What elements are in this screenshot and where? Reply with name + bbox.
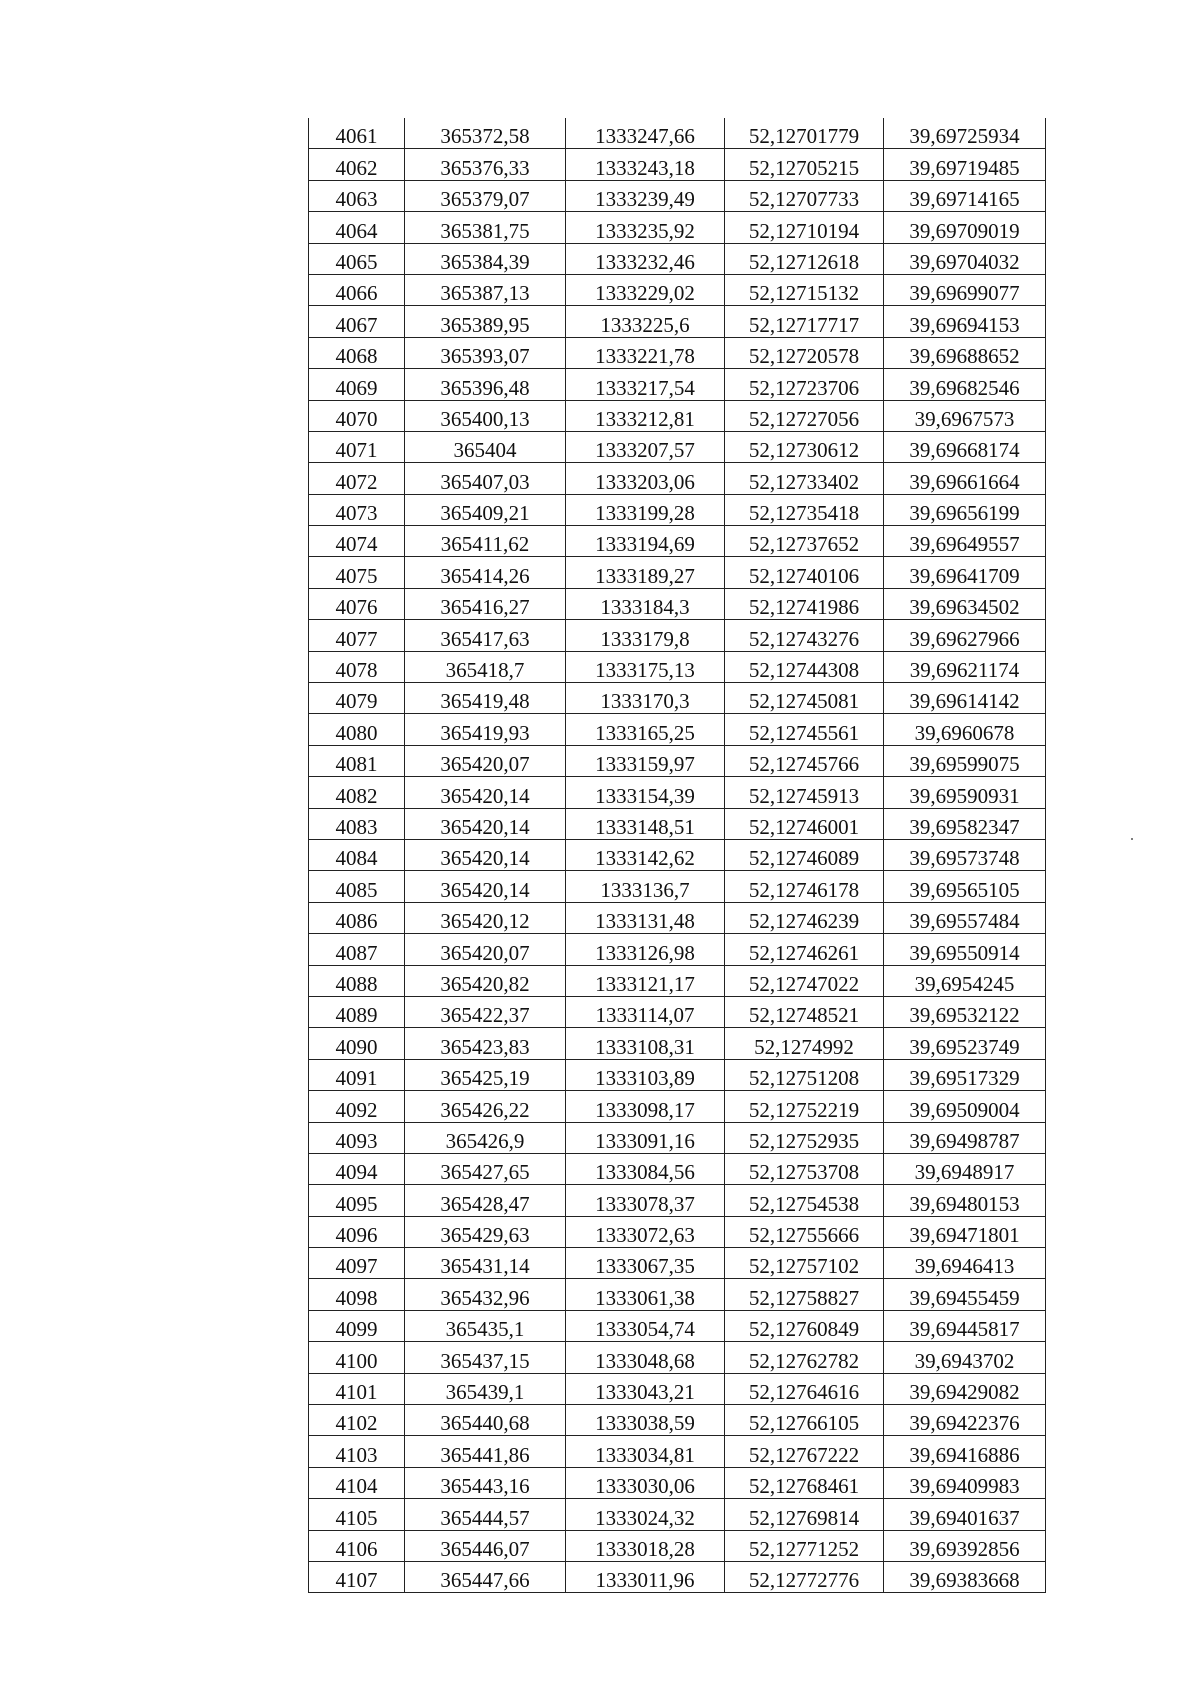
latitude-cell: 52,12752935 <box>725 1122 884 1153</box>
y-coordinate-cell: 1333098,17 <box>566 1091 725 1122</box>
latitude-cell: 52,12710194 <box>725 212 884 243</box>
x-coordinate-cell: 365426,9 <box>405 1122 566 1153</box>
latitude-cell: 52,12747022 <box>725 965 884 996</box>
point-number-cell: 4076 <box>309 588 405 619</box>
y-coordinate-cell: 1333043,21 <box>566 1373 725 1404</box>
point-number-cell: 4097 <box>309 1248 405 1279</box>
longitude-cell: 39,6967573 <box>884 400 1046 431</box>
latitude-cell: 52,12737652 <box>725 526 884 557</box>
y-coordinate-cell: 1333121,17 <box>566 965 725 996</box>
y-coordinate-cell: 1333078,37 <box>566 1185 725 1216</box>
table-row <box>309 1185 1046 1216</box>
latitude-cell: 52,12745081 <box>725 683 884 714</box>
y-coordinate-cell: 1333179,8 <box>566 620 725 651</box>
y-coordinate-cell: 1333235,92 <box>566 212 725 243</box>
table-row <box>309 1467 1046 1498</box>
point-number-cell: 4088 <box>309 965 405 996</box>
table-row <box>309 243 1046 274</box>
latitude-cell: 52,12720578 <box>725 337 884 368</box>
table-row <box>309 620 1046 651</box>
x-coordinate-cell: 365389,95 <box>405 306 566 337</box>
y-coordinate-cell: 1333072,63 <box>566 1216 725 1247</box>
table-row <box>309 934 1046 965</box>
x-coordinate-cell: 365428,47 <box>405 1185 566 1216</box>
x-coordinate-cell: 365376,33 <box>405 149 566 180</box>
x-coordinate-cell: 365446,07 <box>405 1530 566 1561</box>
latitude-cell: 52,12762782 <box>725 1342 884 1373</box>
table-row <box>309 431 1046 462</box>
table-row <box>309 337 1046 368</box>
point-number-cell: 4099 <box>309 1310 405 1341</box>
longitude-cell: 39,69709019 <box>884 212 1046 243</box>
latitude-cell: 52,12743276 <box>725 620 884 651</box>
latitude-cell: 52,12745913 <box>725 777 884 808</box>
latitude-cell: 52,12715132 <box>725 274 884 305</box>
longitude-cell: 39,69719485 <box>884 149 1046 180</box>
latitude-cell: 52,12746178 <box>725 871 884 902</box>
x-coordinate-cell: 365432,96 <box>405 1279 566 1310</box>
table-row <box>309 369 1046 400</box>
table-row <box>309 494 1046 525</box>
table-row <box>309 588 1046 619</box>
x-coordinate-cell: 365440,68 <box>405 1405 566 1436</box>
point-number-cell: 4106 <box>309 1530 405 1561</box>
longitude-cell: 39,69627966 <box>884 620 1046 651</box>
point-number-cell: 4062 <box>309 149 405 180</box>
longitude-cell: 39,69694153 <box>884 306 1046 337</box>
longitude-cell: 39,6954245 <box>884 965 1046 996</box>
longitude-cell: 39,69714165 <box>884 180 1046 211</box>
x-coordinate-cell: 365418,7 <box>405 651 566 682</box>
point-number-cell: 4078 <box>309 651 405 682</box>
x-coordinate-cell: 365420,14 <box>405 777 566 808</box>
y-coordinate-cell: 1333207,57 <box>566 431 725 462</box>
longitude-cell: 39,69614142 <box>884 683 1046 714</box>
longitude-cell: 39,69429082 <box>884 1373 1046 1404</box>
x-coordinate-cell: 365372,58 <box>405 118 566 149</box>
table-row <box>309 1059 1046 1090</box>
table-row <box>309 1248 1046 1279</box>
latitude-cell: 52,12760849 <box>725 1310 884 1341</box>
longitude-cell: 39,69649557 <box>884 526 1046 557</box>
longitude-cell: 39,69471801 <box>884 1216 1046 1247</box>
table-row <box>309 1310 1046 1341</box>
longitude-cell: 39,69532122 <box>884 996 1046 1027</box>
x-coordinate-cell: 365437,15 <box>405 1342 566 1373</box>
table-row <box>309 902 1046 933</box>
longitude-cell: 39,69517329 <box>884 1059 1046 1090</box>
y-coordinate-cell: 1333175,13 <box>566 651 725 682</box>
latitude-cell: 52,12746089 <box>725 839 884 870</box>
x-coordinate-cell: 365396,48 <box>405 369 566 400</box>
x-coordinate-cell: 365426,22 <box>405 1091 566 1122</box>
table-row <box>309 1028 1046 1059</box>
y-coordinate-cell: 1333159,97 <box>566 745 725 776</box>
latitude-cell: 52,12769814 <box>725 1499 884 1530</box>
point-number-cell: 4071 <box>309 431 405 462</box>
x-coordinate-cell: 365420,07 <box>405 934 566 965</box>
table-row <box>309 1342 1046 1373</box>
table-row <box>309 1091 1046 1122</box>
y-coordinate-cell: 1333038,59 <box>566 1405 725 1436</box>
latitude-cell: 52,12755666 <box>725 1216 884 1247</box>
point-number-cell: 4064 <box>309 212 405 243</box>
table-row <box>309 526 1046 557</box>
y-coordinate-cell: 1333024,32 <box>566 1499 725 1530</box>
table-row <box>309 1530 1046 1561</box>
x-coordinate-cell: 365422,37 <box>405 996 566 1027</box>
longitude-cell: 39,69704032 <box>884 243 1046 274</box>
y-coordinate-cell: 1333126,98 <box>566 934 725 965</box>
x-coordinate-cell: 365423,83 <box>405 1028 566 1059</box>
x-coordinate-cell: 365429,63 <box>405 1216 566 1247</box>
y-coordinate-cell: 1333247,66 <box>566 118 725 149</box>
x-coordinate-cell: 365441,86 <box>405 1436 566 1467</box>
latitude-cell: 52,12746239 <box>725 902 884 933</box>
longitude-cell: 39,69557484 <box>884 902 1046 933</box>
y-coordinate-cell: 1333136,7 <box>566 871 725 902</box>
longitude-cell: 39,69682546 <box>884 369 1046 400</box>
latitude-cell: 52,12744308 <box>725 651 884 682</box>
point-number-cell: 4077 <box>309 620 405 651</box>
y-coordinate-cell: 1333217,54 <box>566 369 725 400</box>
x-coordinate-cell: 365411,62 <box>405 526 566 557</box>
longitude-cell: 39,69392856 <box>884 1530 1046 1561</box>
longitude-cell: 39,69621174 <box>884 651 1046 682</box>
table-row <box>309 274 1046 305</box>
y-coordinate-cell: 1333011,96 <box>566 1561 725 1592</box>
point-number-cell: 4104 <box>309 1467 405 1498</box>
x-coordinate-cell: 365443,16 <box>405 1467 566 1498</box>
longitude-cell: 39,69523749 <box>884 1028 1046 1059</box>
latitude-cell: 52,12757102 <box>725 1248 884 1279</box>
latitude-cell: 52,12727056 <box>725 400 884 431</box>
latitude-cell: 52,12751208 <box>725 1059 884 1090</box>
latitude-cell: 52,12768461 <box>725 1467 884 1498</box>
y-coordinate-cell: 1333229,02 <box>566 274 725 305</box>
y-coordinate-cell: 1333184,3 <box>566 588 725 619</box>
latitude-cell: 52,12758827 <box>725 1279 884 1310</box>
point-number-cell: 4093 <box>309 1122 405 1153</box>
table-row <box>309 1405 1046 1436</box>
point-number-cell: 4074 <box>309 526 405 557</box>
point-number-cell: 4089 <box>309 996 405 1027</box>
table-row <box>309 839 1046 870</box>
table-row <box>309 1561 1046 1592</box>
table-row <box>309 808 1046 839</box>
y-coordinate-cell: 1333148,51 <box>566 808 725 839</box>
x-coordinate-cell: 365420,07 <box>405 745 566 776</box>
y-coordinate-cell: 1333018,28 <box>566 1530 725 1561</box>
table-row <box>309 118 1046 149</box>
table-row <box>309 1279 1046 1310</box>
x-coordinate-cell: 365425,19 <box>405 1059 566 1090</box>
table-row <box>309 557 1046 588</box>
longitude-cell: 39,69668174 <box>884 431 1046 462</box>
longitude-cell: 39,69725934 <box>884 118 1046 149</box>
point-number-cell: 4073 <box>309 494 405 525</box>
x-coordinate-cell: 365420,12 <box>405 902 566 933</box>
table-row <box>309 1216 1046 1247</box>
y-coordinate-cell: 1333239,49 <box>566 180 725 211</box>
point-number-cell: 4091 <box>309 1059 405 1090</box>
longitude-cell: 39,69641709 <box>884 557 1046 588</box>
y-coordinate-cell: 1333103,89 <box>566 1059 725 1090</box>
table-row <box>309 463 1046 494</box>
table-row <box>309 1122 1046 1153</box>
x-coordinate-cell: 365393,07 <box>405 337 566 368</box>
y-coordinate-cell: 1333203,06 <box>566 463 725 494</box>
coordinates-table-body <box>309 118 1046 1593</box>
table-row <box>309 1373 1046 1404</box>
longitude-cell: 39,69656199 <box>884 494 1046 525</box>
coordinates-table <box>308 118 1046 1593</box>
point-number-cell: 4069 <box>309 369 405 400</box>
table-row <box>309 996 1046 1027</box>
x-coordinate-cell: 365420,82 <box>405 965 566 996</box>
point-number-cell: 4061 <box>309 118 405 149</box>
latitude-cell: 52,12741986 <box>725 588 884 619</box>
y-coordinate-cell: 1333067,35 <box>566 1248 725 1279</box>
longitude-cell: 39,69688652 <box>884 337 1046 368</box>
point-number-cell: 4063 <box>309 180 405 211</box>
point-number-cell: 4087 <box>309 934 405 965</box>
longitude-cell: 39,6946413 <box>884 1248 1046 1279</box>
x-coordinate-cell: 365414,26 <box>405 557 566 588</box>
latitude-cell: 52,12753708 <box>725 1153 884 1184</box>
x-coordinate-cell: 365439,1 <box>405 1373 566 1404</box>
latitude-cell: 52,12740106 <box>725 557 884 588</box>
y-coordinate-cell: 1333108,31 <box>566 1028 725 1059</box>
table-row <box>309 683 1046 714</box>
y-coordinate-cell: 1333114,07 <box>566 996 725 1027</box>
table-row <box>309 306 1046 337</box>
latitude-cell: 52,12754538 <box>725 1185 884 1216</box>
x-coordinate-cell: 365420,14 <box>405 839 566 870</box>
longitude-cell: 39,6960678 <box>884 714 1046 745</box>
table-row <box>309 1153 1046 1184</box>
longitude-cell: 39,69455459 <box>884 1279 1046 1310</box>
longitude-cell: 39,69582347 <box>884 808 1046 839</box>
point-number-cell: 4103 <box>309 1436 405 1467</box>
latitude-cell: 52,12745766 <box>725 745 884 776</box>
x-coordinate-cell: 365416,27 <box>405 588 566 619</box>
point-number-cell: 4096 <box>309 1216 405 1247</box>
point-number-cell: 4086 <box>309 902 405 933</box>
point-number-cell: 4100 <box>309 1342 405 1373</box>
point-number-cell: 4094 <box>309 1153 405 1184</box>
longitude-cell: 39,69409983 <box>884 1467 1046 1498</box>
longitude-cell: 39,69699077 <box>884 274 1046 305</box>
longitude-cell: 39,69550914 <box>884 934 1046 965</box>
point-number-cell: 4107 <box>309 1561 405 1592</box>
y-coordinate-cell: 1333154,39 <box>566 777 725 808</box>
latitude-cell: 52,12772776 <box>725 1561 884 1592</box>
latitude-cell: 52,12752219 <box>725 1091 884 1122</box>
latitude-cell: 52,12764616 <box>725 1373 884 1404</box>
latitude-cell: 52,12733402 <box>725 463 884 494</box>
latitude-cell: 52,12735418 <box>725 494 884 525</box>
latitude-cell: 52,12745561 <box>725 714 884 745</box>
point-number-cell: 4068 <box>309 337 405 368</box>
latitude-cell: 52,12746001 <box>725 808 884 839</box>
y-coordinate-cell: 1333189,27 <box>566 557 725 588</box>
table-row <box>309 1499 1046 1530</box>
y-coordinate-cell: 1333084,56 <box>566 1153 725 1184</box>
longitude-cell: 39,69634502 <box>884 588 1046 619</box>
table-row <box>309 400 1046 431</box>
y-coordinate-cell: 1333030,06 <box>566 1467 725 1498</box>
point-number-cell: 4084 <box>309 839 405 870</box>
x-coordinate-cell: 365387,13 <box>405 274 566 305</box>
y-coordinate-cell: 1333034,81 <box>566 1436 725 1467</box>
longitude-cell: 39,69416886 <box>884 1436 1046 1467</box>
latitude-cell: 52,12707733 <box>725 180 884 211</box>
y-coordinate-cell: 1333091,16 <box>566 1122 725 1153</box>
y-coordinate-cell: 1333048,68 <box>566 1342 725 1373</box>
y-coordinate-cell: 1333142,62 <box>566 839 725 870</box>
y-coordinate-cell: 1333170,3 <box>566 683 725 714</box>
longitude-cell: 39,69401637 <box>884 1499 1046 1530</box>
x-coordinate-cell: 365431,14 <box>405 1248 566 1279</box>
table-row <box>309 777 1046 808</box>
point-number-cell: 4080 <box>309 714 405 745</box>
latitude-cell: 52,1274992 <box>725 1028 884 1059</box>
y-coordinate-cell: 1333131,48 <box>566 902 725 933</box>
point-number-cell: 4092 <box>309 1091 405 1122</box>
point-number-cell: 4070 <box>309 400 405 431</box>
table-row <box>309 149 1046 180</box>
table-row <box>309 1436 1046 1467</box>
longitude-cell: 39,69445817 <box>884 1310 1046 1341</box>
x-coordinate-cell: 365409,21 <box>405 494 566 525</box>
point-number-cell: 4075 <box>309 557 405 588</box>
latitude-cell: 52,12730612 <box>725 431 884 462</box>
y-coordinate-cell: 1333199,28 <box>566 494 725 525</box>
x-coordinate-cell: 365419,48 <box>405 683 566 714</box>
longitude-cell: 39,69422376 <box>884 1405 1046 1436</box>
point-number-cell: 4066 <box>309 274 405 305</box>
point-number-cell: 4085 <box>309 871 405 902</box>
point-number-cell: 4102 <box>309 1405 405 1436</box>
table-row <box>309 714 1046 745</box>
x-coordinate-cell: 365435,1 <box>405 1310 566 1341</box>
longitude-cell: 39,69565105 <box>884 871 1046 902</box>
latitude-cell: 52,12723706 <box>725 369 884 400</box>
point-number-cell: 4065 <box>309 243 405 274</box>
latitude-cell: 52,12771252 <box>725 1530 884 1561</box>
point-number-cell: 4095 <box>309 1185 405 1216</box>
longitude-cell: 39,69590931 <box>884 777 1046 808</box>
y-coordinate-cell: 1333221,78 <box>566 337 725 368</box>
longitude-cell: 39,6948917 <box>884 1153 1046 1184</box>
point-number-cell: 4072 <box>309 463 405 494</box>
longitude-cell: 39,69509004 <box>884 1091 1046 1122</box>
x-coordinate-cell: 365379,07 <box>405 180 566 211</box>
x-coordinate-cell: 365404 <box>405 431 566 462</box>
point-number-cell: 4105 <box>309 1499 405 1530</box>
point-number-cell: 4098 <box>309 1279 405 1310</box>
x-coordinate-cell: 365381,75 <box>405 212 566 243</box>
longitude-cell: 39,69661664 <box>884 463 1046 494</box>
latitude-cell: 52,12712618 <box>725 243 884 274</box>
point-number-cell: 4083 <box>309 808 405 839</box>
table-row <box>309 180 1046 211</box>
x-coordinate-cell: 365407,03 <box>405 463 566 494</box>
y-coordinate-cell: 1333061,38 <box>566 1279 725 1310</box>
point-number-cell: 4082 <box>309 777 405 808</box>
longitude-cell: 39,69383668 <box>884 1561 1046 1592</box>
x-coordinate-cell: 365419,93 <box>405 714 566 745</box>
x-coordinate-cell: 365420,14 <box>405 808 566 839</box>
longitude-cell: 39,6943702 <box>884 1342 1046 1373</box>
x-coordinate-cell: 365447,66 <box>405 1561 566 1592</box>
latitude-cell: 52,12748521 <box>725 996 884 1027</box>
y-coordinate-cell: 1333054,74 <box>566 1310 725 1341</box>
x-coordinate-cell: 365384,39 <box>405 243 566 274</box>
y-coordinate-cell: 1333194,69 <box>566 526 725 557</box>
table-row <box>309 212 1046 243</box>
latitude-cell: 52,12766105 <box>725 1405 884 1436</box>
table-row <box>309 871 1046 902</box>
x-coordinate-cell: 365427,65 <box>405 1153 566 1184</box>
longitude-cell: 39,69573748 <box>884 839 1046 870</box>
point-number-cell: 4081 <box>309 745 405 776</box>
x-coordinate-cell: 365444,57 <box>405 1499 566 1530</box>
x-coordinate-cell: 365420,14 <box>405 871 566 902</box>
longitude-cell: 39,69599075 <box>884 745 1046 776</box>
y-coordinate-cell: 1333225,6 <box>566 306 725 337</box>
latitude-cell: 52,12746261 <box>725 934 884 965</box>
latitude-cell: 52,12705215 <box>725 149 884 180</box>
x-coordinate-cell: 365417,63 <box>405 620 566 651</box>
latitude-cell: 52,12717717 <box>725 306 884 337</box>
point-number-cell: 4079 <box>309 683 405 714</box>
table-row <box>309 651 1046 682</box>
y-coordinate-cell: 1333165,25 <box>566 714 725 745</box>
scan-speck <box>1131 838 1133 840</box>
point-number-cell: 4101 <box>309 1373 405 1404</box>
longitude-cell: 39,69498787 <box>884 1122 1046 1153</box>
point-number-cell: 4090 <box>309 1028 405 1059</box>
table-row <box>309 965 1046 996</box>
y-coordinate-cell: 1333232,46 <box>566 243 725 274</box>
x-coordinate-cell: 365400,13 <box>405 400 566 431</box>
y-coordinate-cell: 1333243,18 <box>566 149 725 180</box>
y-coordinate-cell: 1333212,81 <box>566 400 725 431</box>
longitude-cell: 39,69480153 <box>884 1185 1046 1216</box>
table-row <box>309 745 1046 776</box>
latitude-cell: 52,12767222 <box>725 1436 884 1467</box>
latitude-cell: 52,12701779 <box>725 118 884 149</box>
point-number-cell: 4067 <box>309 306 405 337</box>
